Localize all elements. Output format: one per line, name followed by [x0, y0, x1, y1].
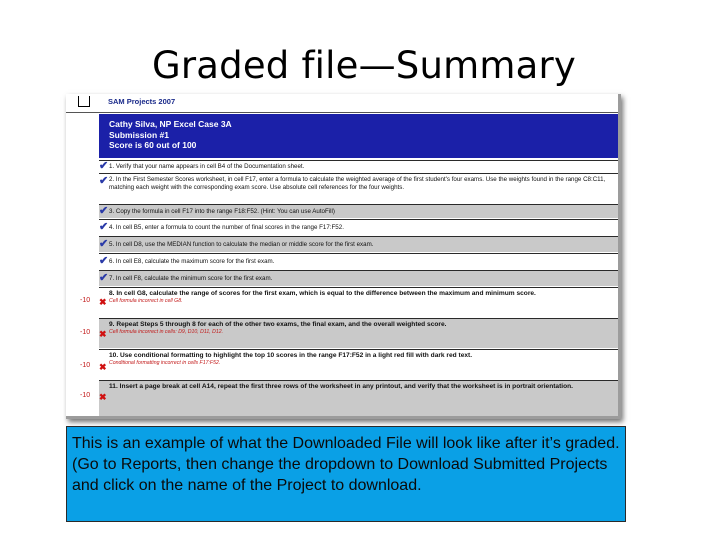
check-icon: ✔	[99, 221, 109, 233]
check-icon: ✔	[99, 205, 109, 217]
caption-box: This is an example of what the Downloaded File will look like after it’s graded. (Go to Reports, then change the dropdown to Download Submitted Projects and click on the name of the Project to download.	[66, 426, 626, 522]
task-row	[99, 160, 618, 172]
task-text: 8. In cell G8, calculate the range of scores for the first exam, which is equal to the difference between the maximum and minimum score.	[109, 290, 536, 297]
task-note: Conditional formatting incorrect in cells F17:F52.	[109, 360, 221, 366]
header-score-line: Score is 60 out of 100	[109, 140, 197, 150]
submission-header	[99, 114, 618, 158]
task-row	[99, 236, 618, 252]
task-text: 6. In cell E8, calculate the maximum score for the first exam.	[109, 258, 275, 265]
task-row	[99, 204, 618, 218]
task-text: 2. In the First Semester Scores worksheet, in cell F17, enter a formula to calculate the weighted average of the first student's four exams. Use the weights found in the range C8:C11, matching each weight with the corresponding exam score. Use absolute cell references for the four weights.	[109, 176, 606, 191]
task-row	[99, 349, 618, 379]
task-note: Cell formula incorrect in cell G8.	[109, 298, 183, 304]
task-text: 9. Repeat Steps 5 through 8 for each of the other two exams, the final exam, and the overall weighted score.	[109, 321, 447, 328]
check-icon: ✔	[99, 175, 109, 187]
task-text: 3. Copy the formula in cell F17 into the range F18:F52. (Hint: You can use AutoFill)	[109, 208, 335, 215]
x-icon: ✖	[99, 297, 107, 307]
check-icon: ✔	[99, 160, 109, 172]
header-submission-line: Submission #1	[109, 129, 169, 140]
points-deducted: -10	[80, 329, 91, 336]
task-row	[99, 380, 618, 416]
task-text: 5. In cell D8, use the MEDIAN function to calculate the median or middle score for the first exam.	[109, 241, 374, 248]
task-row	[99, 270, 618, 286]
task-text: 4. In cell B5, enter a formula to count the number of final scores in the range F17:F52.	[109, 224, 344, 231]
task-note: Cell formula incorrect in cells: D9, D10, D11, D12.	[109, 329, 224, 335]
task-row	[99, 173, 618, 203]
x-icon: ✖	[99, 362, 107, 372]
task-text: 10. Use conditional formatting to highlight the top 10 scores in the range F17:F52 in a light red fill with dark red text.	[109, 352, 473, 359]
points-deducted: -10	[80, 362, 91, 369]
task-text: 11. Insert a page break at cell A14, repeat the first three rows of the worksheet in any printout, and verify that the worksheet is in portrait orientation.	[109, 383, 573, 390]
check-icon: ✔	[99, 255, 109, 267]
sheet-corner-box	[78, 96, 90, 107]
task-text: 1. Verify that your name appears in cell B4 of the Documentation sheet.	[109, 163, 305, 170]
check-icon: ✔	[99, 238, 109, 250]
points-deducted: -10	[80, 297, 91, 304]
task-row	[99, 219, 618, 235]
check-icon: ✔	[99, 272, 109, 284]
task-row	[99, 253, 618, 269]
task-text: 7. In cell F8, calculate the minimum score for the first exam.	[109, 275, 273, 282]
brand-label: SAM Projects 2007	[108, 97, 176, 106]
slide-title: Graded file—Summary	[151, 44, 576, 87]
points-deducted: -10	[80, 392, 91, 399]
header-student-line: Cathy Silva, NP Excel Case 3A	[109, 119, 232, 129]
graded-file-screenshot	[66, 94, 621, 419]
sheet-top-bar	[66, 94, 618, 113]
x-icon: ✖	[99, 392, 107, 402]
task-row	[99, 318, 618, 348]
task-row	[99, 287, 618, 317]
x-icon: ✖	[99, 329, 107, 339]
